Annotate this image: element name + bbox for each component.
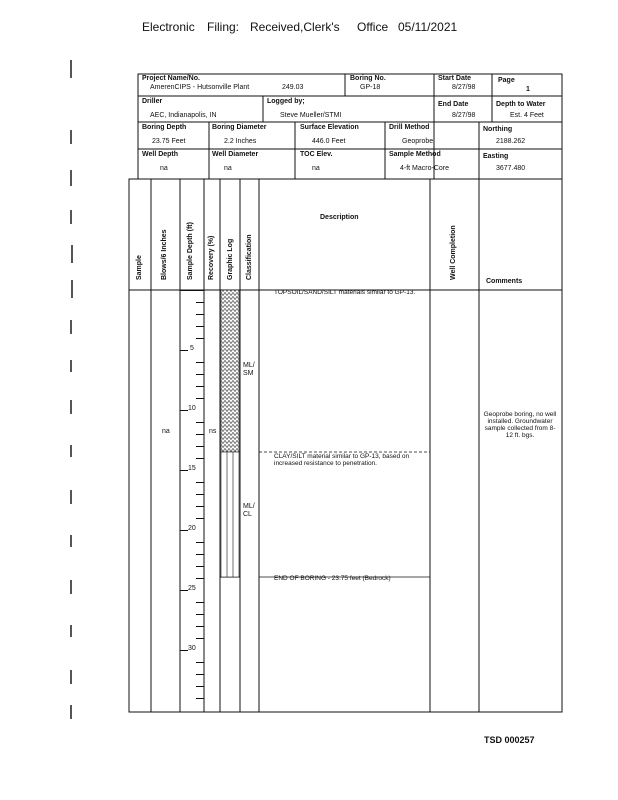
- end-date-label: End Date: [438, 101, 469, 108]
- graphic-log-sand-silt: [221, 290, 239, 452]
- surface-elevation-value: 446.0 Feet: [312, 138, 346, 145]
- sample-method-value: 4-ft Macro-Core: [400, 165, 450, 172]
- depth-label-30: 30: [188, 645, 196, 652]
- col-sample-depth: Sample Depth (ft): [187, 222, 194, 280]
- blows-value: na: [162, 428, 170, 435]
- col-graphic-log: Graphic Log: [227, 238, 234, 280]
- northing-value: 2188.262: [496, 138, 526, 145]
- start-date-value: 8/27/98: [452, 84, 476, 91]
- col-blows: Blows/6 Inches: [161, 229, 168, 280]
- depth-label-25: 25: [188, 585, 196, 592]
- easting-label: Easting: [483, 153, 509, 160]
- sample-method-label: Sample Method: [389, 151, 441, 158]
- classification-upper: ML/ SM: [243, 362, 255, 377]
- toc-elevation-value: na: [312, 165, 320, 172]
- driller-value: AEC, Indianapolis, IN: [150, 112, 217, 119]
- col-well-completion: Well Completion: [450, 225, 457, 280]
- surface-elevation-label: Surface Elevation: [300, 124, 359, 131]
- depth-label-5: 5: [190, 345, 194, 352]
- depth-label-15: 15: [188, 465, 196, 472]
- description-unit-2: CLAY/SILT material similar to GP-13, based on increased resistance to penetration.: [274, 453, 410, 467]
- depth-label-20: 20: [188, 525, 196, 532]
- page-value: 1: [526, 86, 530, 93]
- graphic-log-clay-silt: [221, 452, 239, 577]
- well-diameter-label: Well Diameter: [212, 151, 259, 158]
- classification-lower: ML/ CL: [243, 503, 255, 518]
- header-office: Office: [357, 20, 389, 34]
- drill-method-value: Geoprobe: [402, 138, 434, 145]
- well-diameter-value: na: [224, 165, 232, 172]
- description-end-of-boring: END OF BORING - 23.75 feet (Bedrock): [274, 575, 391, 582]
- toc-elevation-label: TOC Elev.: [300, 151, 333, 158]
- northing-label: Northing: [483, 126, 513, 133]
- boring-depth-value: 23.75 Feet: [152, 138, 186, 145]
- project-label: Project Name/No.: [142, 75, 200, 82]
- boring-depth-label: Boring Depth: [142, 124, 187, 131]
- driller-label: Driller: [142, 98, 163, 105]
- logged-by-value: Steve Mueller/STMI: [280, 112, 342, 119]
- col-classification: Classification: [246, 234, 253, 280]
- well-depth-value: na: [160, 165, 168, 172]
- col-sample: Sample: [136, 255, 143, 280]
- boring-diameter-label: Boring Diameter: [212, 124, 267, 131]
- col-comments: Comments: [486, 278, 523, 285]
- depth-to-water-value: Est. 4 Feet: [510, 112, 544, 119]
- logged-by-label: Logged by;: [267, 98, 305, 105]
- project-number: 249.03: [282, 84, 304, 91]
- col-recovery: Recovery (%): [208, 235, 215, 280]
- well-depth-label: Well Depth: [142, 151, 179, 158]
- boring-no-label: Boring No.: [350, 75, 386, 82]
- recovery-value: ns: [209, 428, 217, 435]
- boring-no-value: GP-18: [360, 84, 381, 91]
- header-electronic: Electronic: [142, 20, 195, 34]
- header-filing: Filing:: [207, 20, 240, 34]
- start-date-label: Start Date: [438, 75, 472, 82]
- depth-label-10: 10: [188, 405, 196, 412]
- drill-method-label: Drill Method: [389, 124, 430, 131]
- easting-value: 3677.480: [496, 165, 526, 172]
- bates-number: TSD 000257: [484, 735, 535, 745]
- col-description: Description: [320, 214, 359, 221]
- boring-diameter-value: 2.2 Inches: [224, 138, 257, 145]
- description-unit-1: TOPSOIL/SAND/SILT materials similar to GP-13.: [274, 289, 416, 296]
- project-value: AmerenCIPS - Hutsonville Plant: [150, 84, 250, 91]
- header-date: 05/11/2021: [398, 20, 458, 34]
- page-label: Page: [498, 77, 515, 84]
- comment-text: Geoprobe boring, no well installed. Groundwater sample collected from 8-12 ft. bgs.: [483, 411, 557, 439]
- header-received: Received,Clerk's: [250, 20, 340, 34]
- end-date-value: 8/27/98: [452, 112, 476, 119]
- depth-to-water-label: Depth to Water: [496, 101, 546, 108]
